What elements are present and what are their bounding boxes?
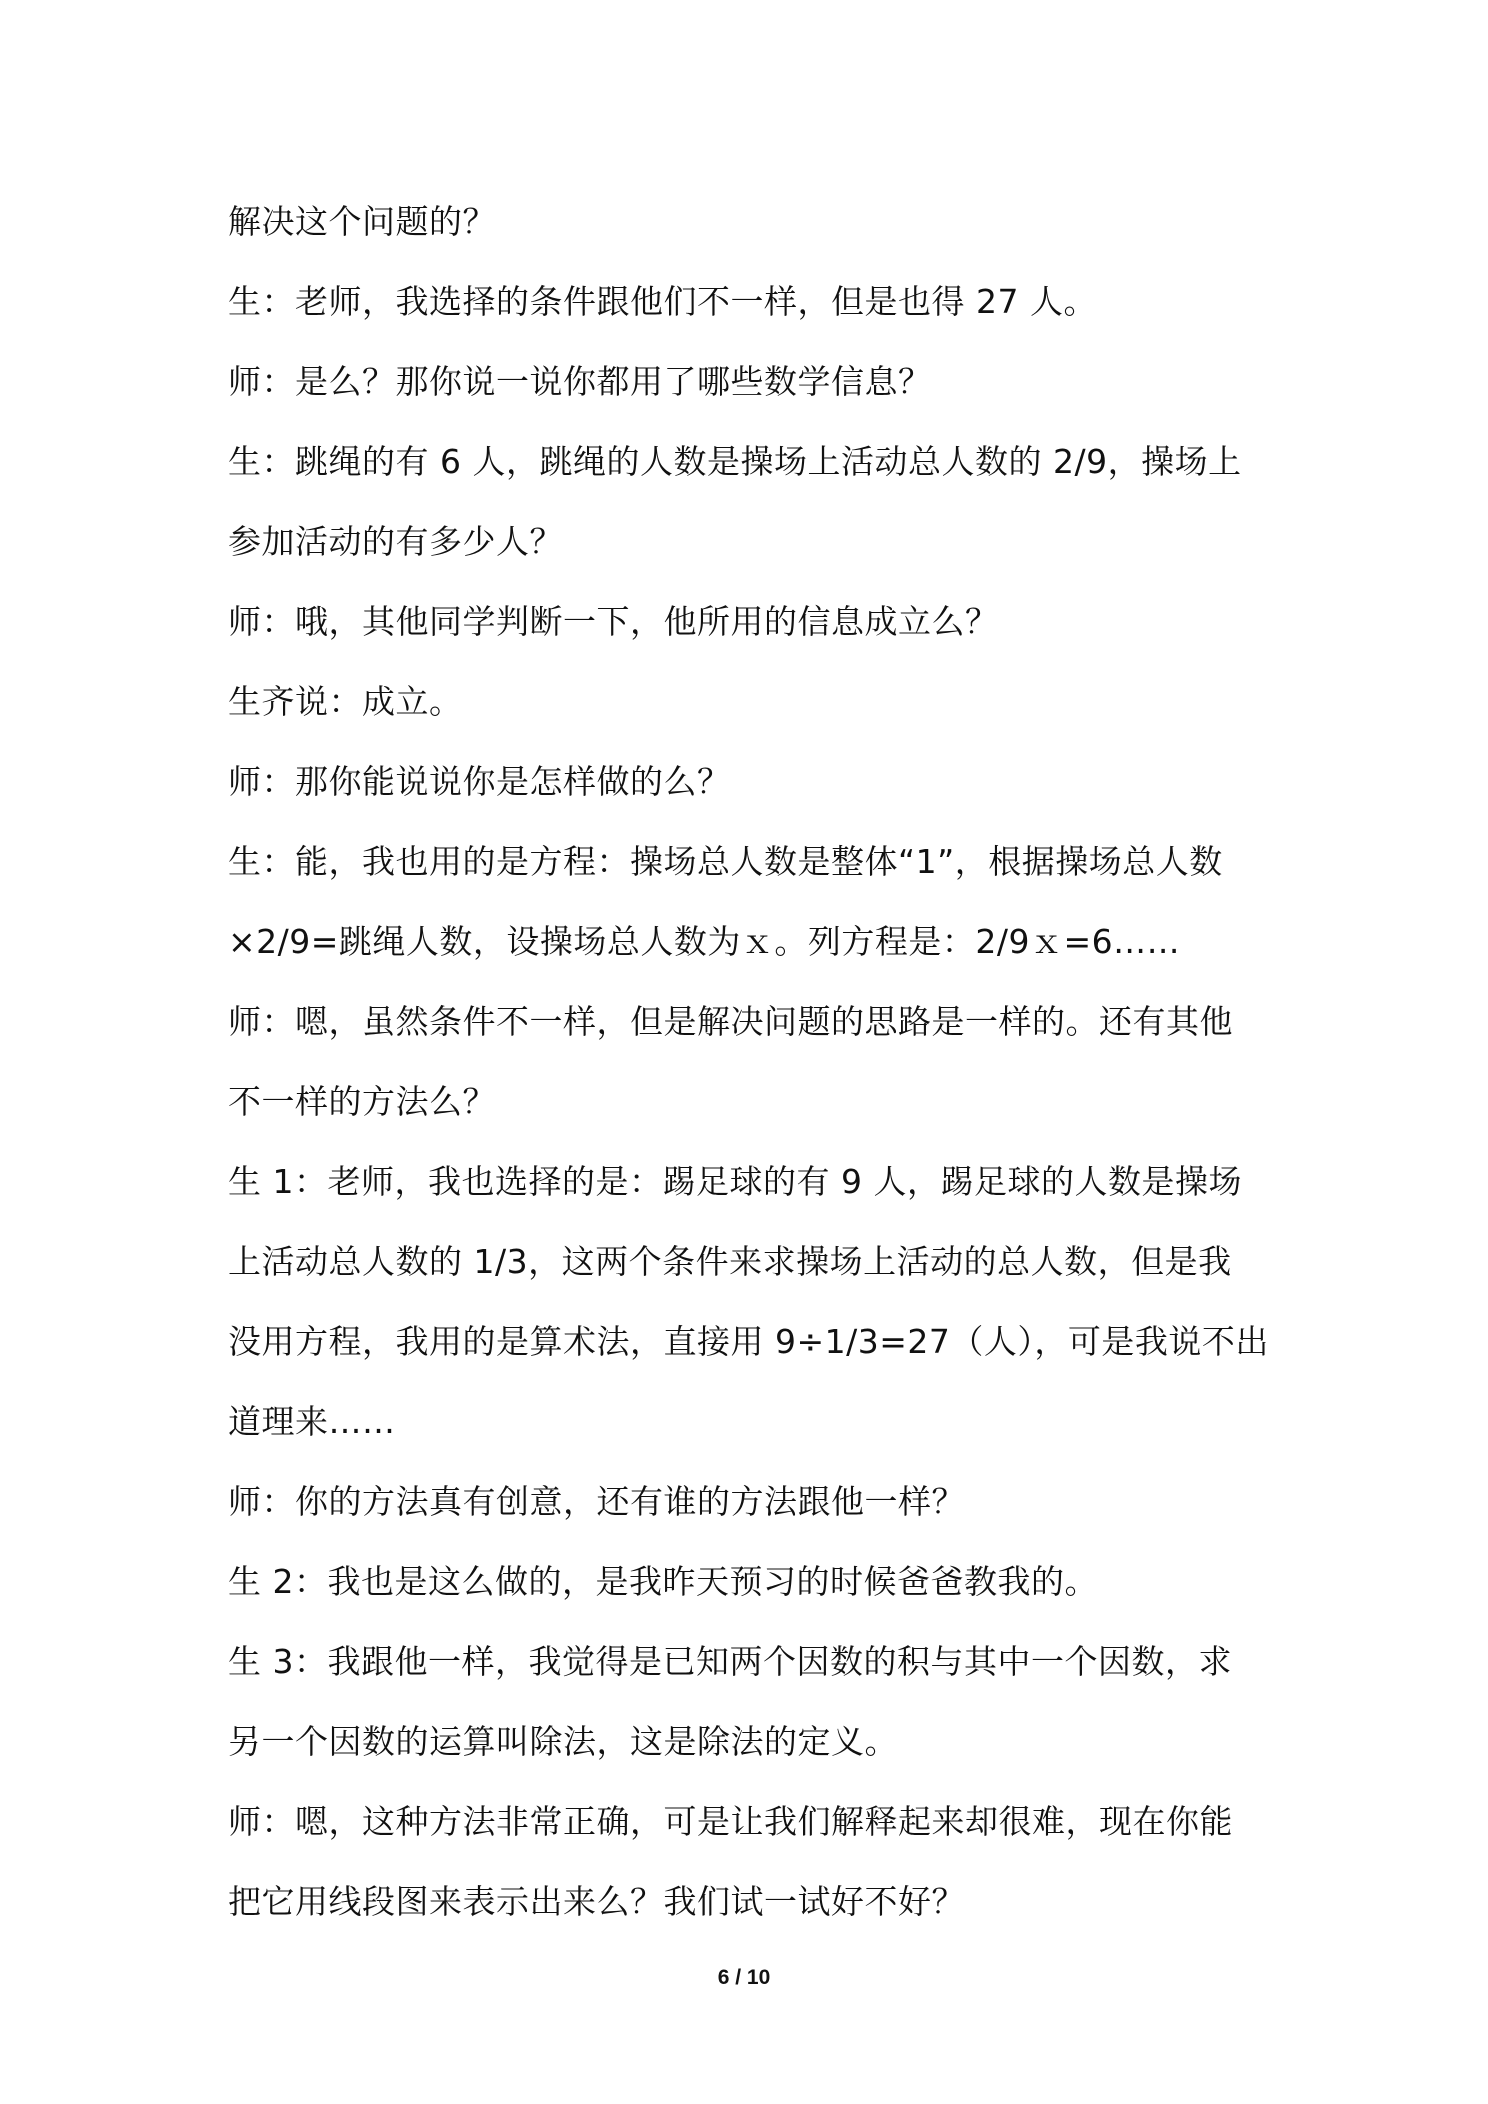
- text-line: 没用方程，我用的是算术法，直接用 9÷1/3=27（人），可是我说不出: [228, 1322, 1269, 1361]
- text-line: 不一样的方法么？: [228, 1082, 496, 1121]
- text-line: 生 1：老师，我也选择的是：踢足球的有 9 人，踢足球的人数是操场: [228, 1162, 1242, 1201]
- text-line: 另一个因数的运算叫除法，这是除法的定义。: [228, 1722, 898, 1761]
- text-line: 生 2：我也是这么做的，是我昨天预习的时候爸爸教我的。: [228, 1562, 1098, 1601]
- document-body: [228, 182, 1278, 1942]
- text-line: 上活动总人数的 1/3，这两个条件来求操场上活动的总人数，但是我: [228, 1242, 1232, 1281]
- text-line: 生：能，我也用的是方程：操场总人数是整体“1”，根据操场总人数: [228, 842, 1223, 881]
- text-line: 参加活动的有多少人？: [228, 522, 563, 561]
- text-line: 把它用线段图来表示出来么？我们试一试好不好？: [228, 1882, 965, 1921]
- text-line: 生 3：我跟他一样，我觉得是已知两个因数的积与其中一个因数，求: [228, 1642, 1232, 1681]
- text-line: 师：那你能说说你是怎样做的么？: [228, 762, 731, 801]
- text-line: 道理来……: [228, 1402, 396, 1441]
- text-line: 生：老师，我选择的条件跟他们不一样，但是也得 27 人。: [228, 282, 1097, 321]
- text-line: 解决这个问题的？: [228, 202, 496, 241]
- text-line: 生：跳绳的有 6 人，跳绳的人数是操场上活动总人数的 2/9，操场上: [228, 442, 1242, 481]
- text-line: 师：嗯，虽然条件不一样，但是解决问题的思路是一样的。还有其他: [228, 1002, 1233, 1041]
- page-number: 6 / 10: [717, 1966, 771, 1989]
- text-line: 师：哦，其他同学判断一下，他所用的信息成立么？: [228, 602, 999, 641]
- text-line: 师：你的方法真有创意，还有谁的方法跟他一样？: [228, 1482, 965, 1521]
- text-line: 师：嗯，这种方法非常正确，可是让我们解释起来却很难，现在你能: [228, 1802, 1233, 1841]
- text-line: 师：是么？那你说一说你都用了哪些数学信息？: [228, 362, 932, 401]
- text-line: 生齐说：成立。: [228, 682, 463, 721]
- text-line: ×2/9=跳绳人数，设操场总人数为ｘ。列方程是：2/9ｘ=6……: [228, 922, 1181, 961]
